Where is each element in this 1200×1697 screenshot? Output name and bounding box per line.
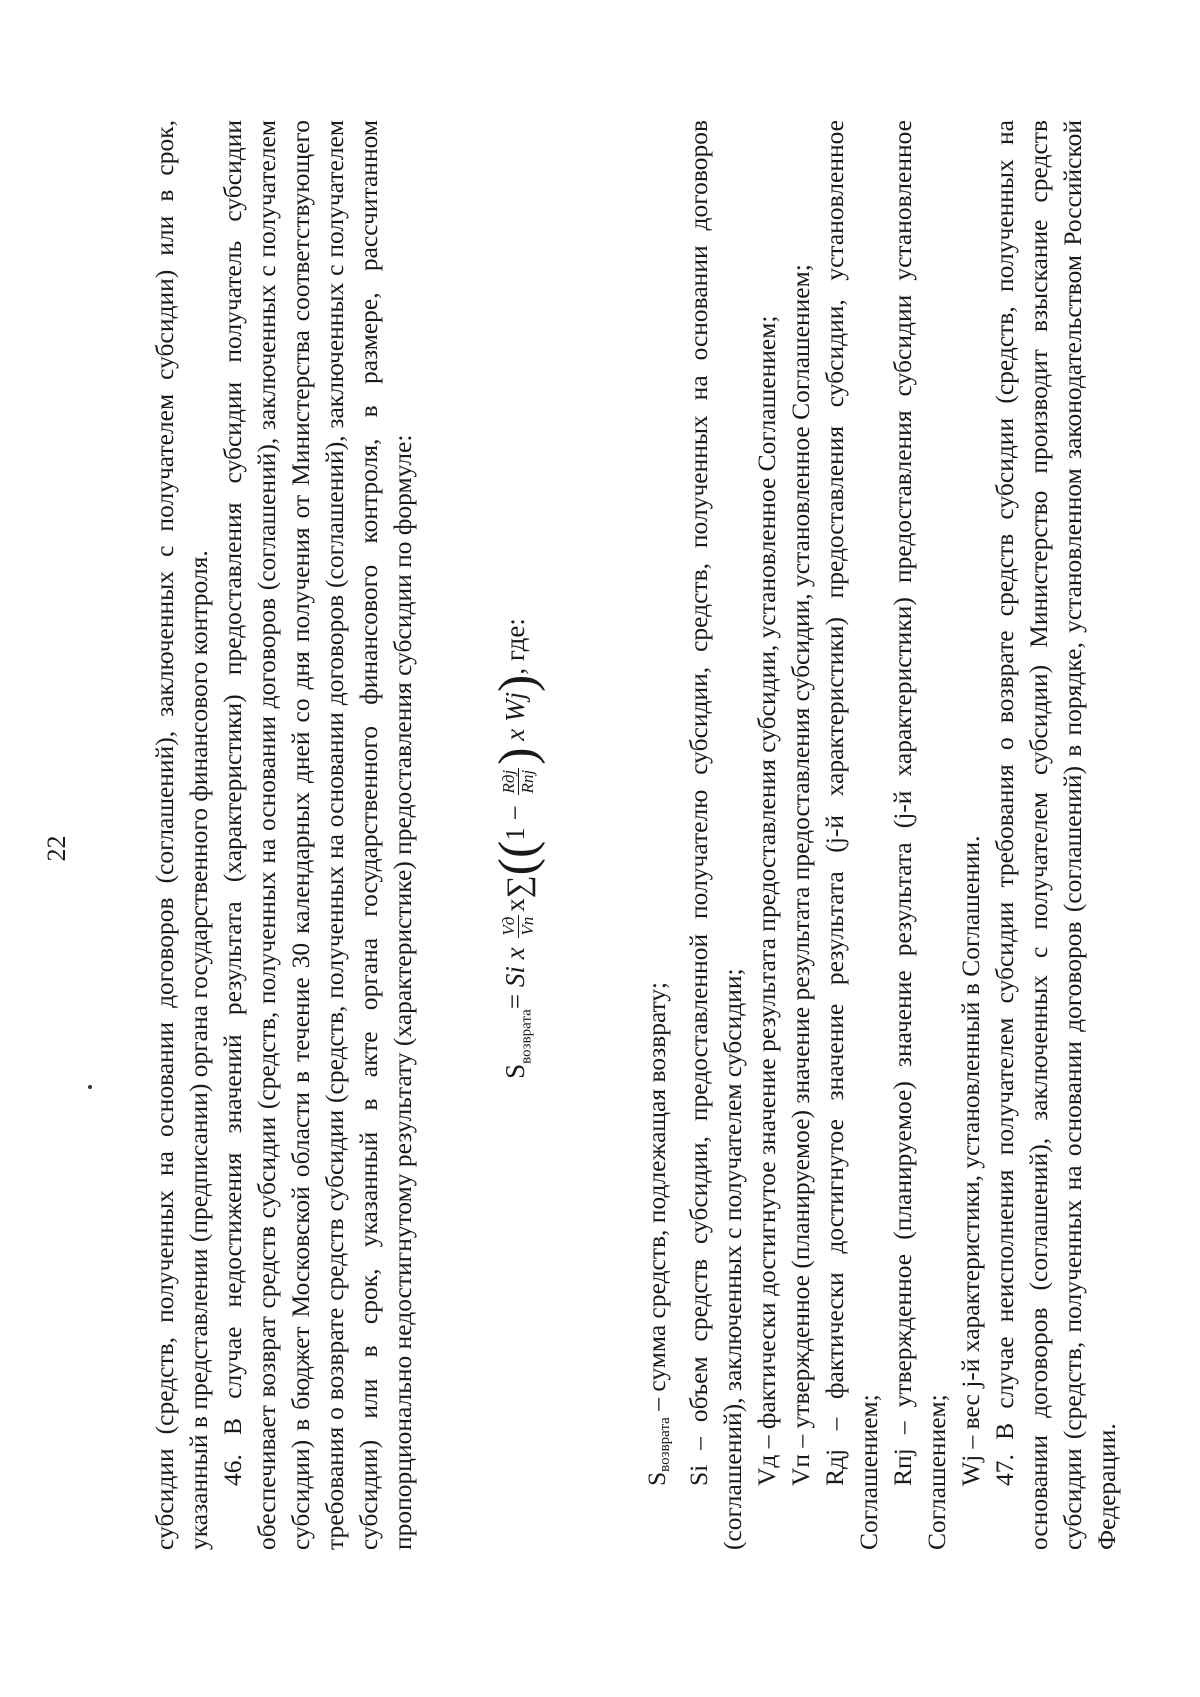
def-s-subscript: возврата xyxy=(657,1417,673,1472)
close-paren: ) xyxy=(489,674,546,692)
sum-sign: ∑ xyxy=(499,875,536,899)
formula-tail: , где: xyxy=(500,618,531,675)
scan-speck xyxy=(88,1085,92,1089)
definition-s xyxy=(640,120,682,1550)
fraction-denominator: Vп xyxy=(517,916,537,936)
inner-open-paren: ( xyxy=(489,840,546,859)
paragraph-46: 46. В случае недостижения значений результата (характеристики) предоставления субсидии получатель субсидии обеспечивает возврат средств субсидии (средств, полученных на основании договоров (соглашений), заключенных с получателем субсидии) в бюджет Московской области в течение 30 календарных дней со дня получения от Министерства соответствующего требования о возврате средств субсидии (средств, полученных на основании договоров (соглашений), заключенных с получателем субсидии) или в срок, указанный в акте органа государственного финансового контроля, в размере, рассчитанном пропорционально недостигнутому результату (характеристике) предоставления субсидии по формуле: xyxy=(218,120,417,1550)
fraction-denominator: Rпj xyxy=(517,769,537,794)
top-text-block xyxy=(148,120,420,1550)
definition-si: Si – объем средств субсидии, предоставленной получателю субсидии, средств, полученных на основании договоров (соглашений), заключенных с получателем субсидии; xyxy=(684,120,747,1550)
open-paren: ( xyxy=(489,858,546,876)
formula-times: x xyxy=(500,947,531,960)
formula-si: Si xyxy=(500,966,531,988)
page-number: 22 xyxy=(42,835,71,862)
formula-times: x xyxy=(500,728,531,741)
formula-times: x xyxy=(500,898,531,912)
definition-vp: Vп – утвержденное (планируемое) значение результата предоставления субсидии, установленное Соглашением; xyxy=(786,264,815,1486)
refund-formula xyxy=(489,0,546,1697)
inner-close-paren: ) xyxy=(489,747,546,765)
formula-characteristic-fraction xyxy=(500,768,537,796)
def-s-text: – сумма средств, подлежащая возврату; xyxy=(642,982,671,1418)
formula-lhs-subscript: возврата xyxy=(518,1009,535,1064)
definition-rpj: Rпj – утвержденное (планируемое) значение результата (j-й характеристики) предоставления субсидии установленное Соглашением; xyxy=(888,120,951,1550)
fraction-numerator: Vд xyxy=(498,916,518,936)
formula-volume-fraction xyxy=(500,915,537,938)
formula-one-minus: 1 − xyxy=(500,805,531,841)
def-s-symbol: S xyxy=(642,1471,671,1486)
definition-vd: Vд – фактически достигнутое значение результата предоставления субсидии, установленное Соглашением; xyxy=(752,315,781,1486)
formula-wj: Wj xyxy=(500,691,531,722)
fraction-numerator: Rдj xyxy=(498,769,518,794)
definition-rdj: Rдj – фактически достигнутое значение результата (j-й характеристики) предоставления субсидии, установленное Соглашением; xyxy=(820,120,883,1550)
paragraph-continuation: субсидии (средств, полученных на основании договоров (соглашений), заключенных с получателем субсидии) или в срок, указанный в представлении (предписании) органа государственного финансового контроля. xyxy=(150,120,213,1550)
formula-lhs: S xyxy=(500,1063,531,1079)
definition-wj: Wj – вес j-й характеристики, установленный в Соглашении. xyxy=(956,835,985,1486)
formula-equals: = xyxy=(500,993,531,1010)
definitions-block xyxy=(640,120,1124,1550)
paragraph-47: 47. В случае неисполнения получателем субсидии требования о возврате средств субсидии (средств, полученных на основании договоров (соглашений), заключенных с получателем субсидии) Министерство производит взыскание средств субсидии (средств, полученных на основании договоров (соглашений) в порядке, установленном законодательством Российской Федерации. xyxy=(990,120,1121,1550)
